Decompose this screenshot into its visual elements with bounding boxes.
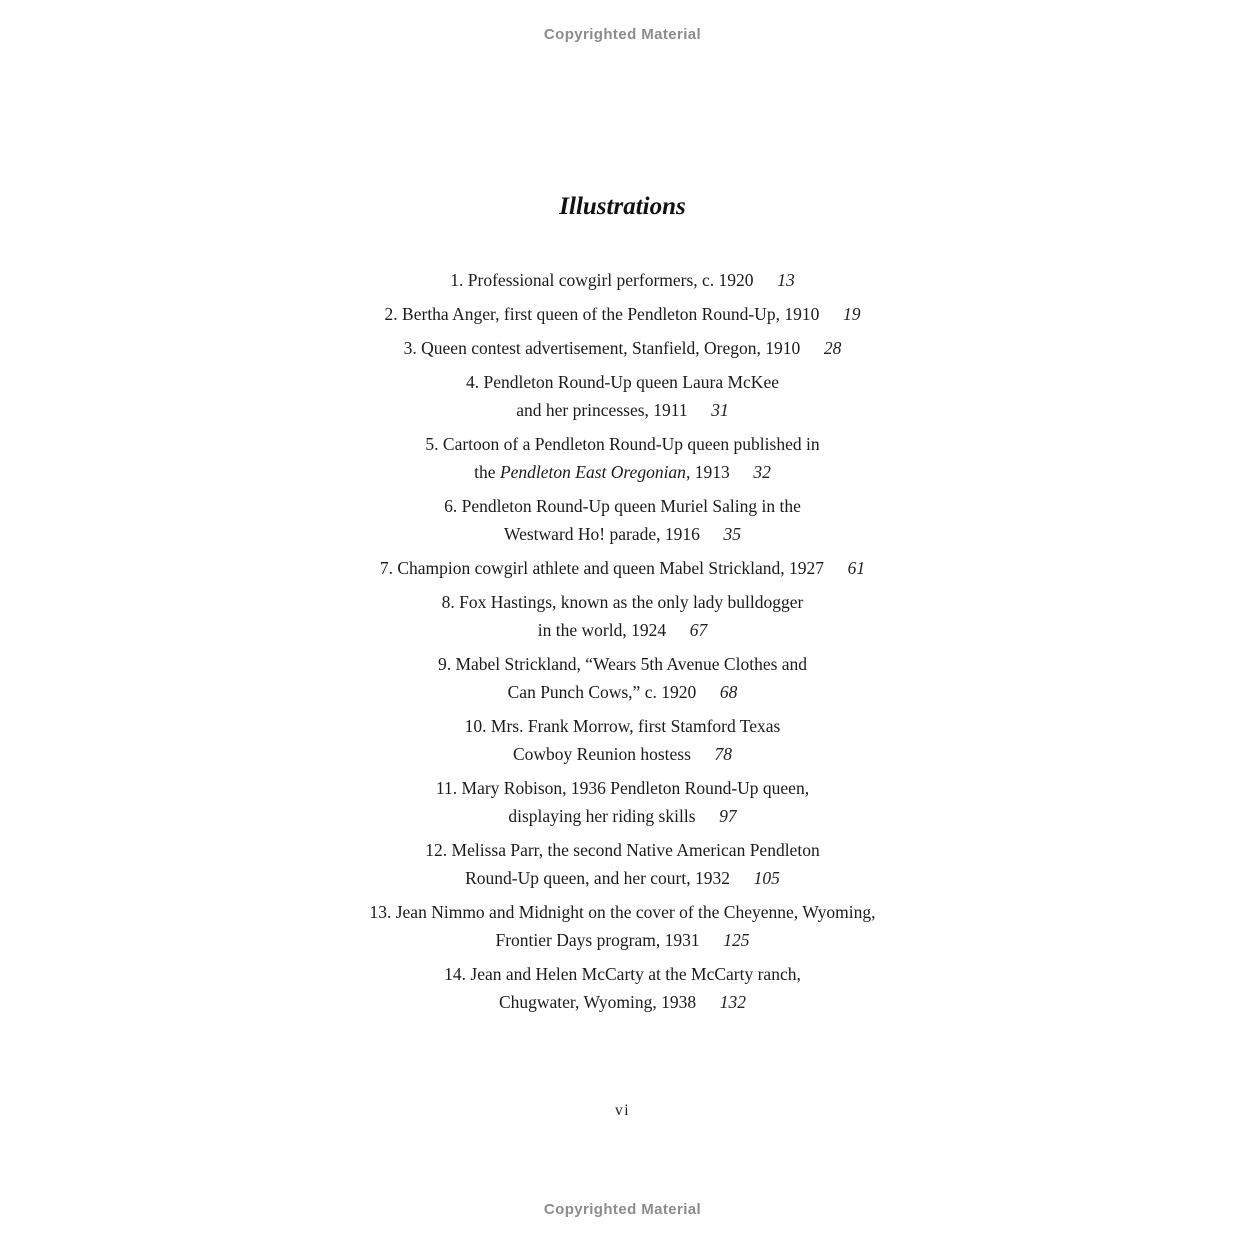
illustration-number: 14. bbox=[444, 964, 471, 984]
illustration-caption-text: Mary Robison, 1936 Pendleton Round-Up queen, bbox=[461, 778, 810, 798]
illustration-page-number: 32 bbox=[753, 462, 771, 482]
illustration-line bbox=[0, 368, 1245, 396]
illustration-caption-italic-text: Pendleton East Oregonian bbox=[499, 462, 686, 482]
illustration-page-number: 67 bbox=[689, 620, 708, 640]
illustration-item bbox=[0, 368, 1245, 424]
illustration-number: 2. bbox=[384, 304, 403, 324]
illustration-line bbox=[0, 712, 1245, 740]
illustration-line bbox=[0, 864, 1245, 892]
illustration-item bbox=[0, 266, 1245, 294]
illustration-line bbox=[0, 740, 1245, 768]
illustration-number: 11. bbox=[435, 778, 462, 798]
illustration-line bbox=[0, 960, 1245, 988]
illustration-number: 8. bbox=[441, 592, 460, 612]
illustration-line bbox=[0, 678, 1245, 706]
illustration-page-number: 125 bbox=[723, 930, 750, 950]
illustration-caption-text: displaying her riding skills bbox=[508, 806, 696, 826]
illustration-caption-text: , 1913 bbox=[685, 462, 730, 482]
illustration-item bbox=[0, 492, 1245, 548]
illustration-line bbox=[0, 266, 1245, 294]
illustration-line bbox=[0, 650, 1245, 678]
illustration-page-number: 105 bbox=[753, 868, 780, 888]
illustration-number: 5. bbox=[425, 434, 443, 454]
illustration-item bbox=[0, 650, 1245, 706]
illustration-caption-text: Mabel Strickland, “Wears 5th Avenue Clothes and bbox=[455, 654, 808, 674]
illustration-caption-text: Bertha Anger, first queen of the Pendleton Round-Up, 1910 bbox=[402, 304, 820, 324]
illustration-caption-text: Jean Nimmo and Midnight on the cover of the Cheyenne, Wyoming, bbox=[395, 902, 876, 922]
illustration-page-number: 132 bbox=[719, 992, 747, 1012]
illustration-page-number: 78 bbox=[714, 744, 733, 764]
illustration-page-number: 97 bbox=[719, 806, 737, 826]
illustration-page-number: 35 bbox=[723, 524, 741, 544]
illustration-page-number: 19 bbox=[842, 304, 861, 324]
illustration-number: 9. bbox=[437, 654, 456, 674]
illustration-item bbox=[0, 430, 1245, 486]
illustration-line bbox=[0, 492, 1245, 520]
illustration-item bbox=[0, 588, 1245, 644]
illustration-line bbox=[0, 774, 1245, 802]
copyright-notice-top: Copyrighted Material bbox=[543, 26, 702, 43]
illustration-line bbox=[0, 836, 1245, 864]
illustration-line bbox=[0, 898, 1245, 926]
illustration-caption-text: Chugwater, Wyoming, 1938 bbox=[498, 992, 697, 1012]
illustration-caption-text: Melissa Parr, the second Native American Pendleton bbox=[451, 840, 820, 860]
illustration-caption-text: Frontier Days program, 1931 bbox=[495, 930, 700, 950]
illustration-line bbox=[0, 588, 1245, 616]
illustration-caption-text: Pendleton Round-Up queen Laura McKee bbox=[483, 372, 779, 392]
illustration-line bbox=[0, 430, 1245, 458]
illustration-number: 12. bbox=[425, 840, 452, 860]
illustration-page-number: 13 bbox=[777, 270, 795, 290]
illustration-caption-text: Pendleton Round-Up queen Muriel Saling in the bbox=[461, 496, 801, 516]
illustration-number: 1. bbox=[450, 270, 468, 290]
illustration-number: 7. bbox=[379, 558, 398, 578]
illustration-page-number: 61 bbox=[847, 558, 866, 578]
illustration-caption-text: Champion cowgirl athlete and queen Mabel Strickland, 1927 bbox=[397, 558, 825, 578]
page-number-folio: vi bbox=[614, 1102, 631, 1119]
illustration-caption-text: Can Punch Cows,” c. 1920 bbox=[507, 682, 697, 702]
illustration-line bbox=[0, 300, 1245, 328]
illustrations-list bbox=[0, 266, 1245, 1022]
illustration-caption-text: Professional cowgirl performers, c. 1920 bbox=[467, 270, 754, 290]
illustration-page-number: 31 bbox=[711, 400, 729, 420]
illustration-item bbox=[0, 554, 1245, 582]
illustration-line bbox=[0, 802, 1245, 830]
illustration-line bbox=[0, 554, 1245, 582]
illustration-caption-text: Queen contest advertisement, Stanfield, Oregon, 1910 bbox=[421, 338, 801, 358]
illustration-line bbox=[0, 520, 1245, 548]
illustration-caption-text: and her princesses, 1911 bbox=[516, 400, 688, 420]
illustration-page-number: 68 bbox=[719, 682, 738, 702]
illustration-line bbox=[0, 926, 1245, 954]
illustration-number: 10. bbox=[464, 716, 491, 736]
illustration-caption-text: Round-Up queen, and her court, 1932 bbox=[465, 868, 730, 888]
illustration-line bbox=[0, 334, 1245, 362]
illustration-page-number: 28 bbox=[823, 338, 842, 358]
illustration-item bbox=[0, 300, 1245, 328]
illustration-number: 4. bbox=[466, 372, 484, 392]
illustration-line bbox=[0, 988, 1245, 1016]
illustration-number: 3. bbox=[403, 338, 422, 358]
illustration-caption-text: the bbox=[474, 462, 500, 482]
illustration-caption-text: Cartoon of a Pendleton Round-Up queen published in bbox=[442, 434, 820, 454]
illustration-item bbox=[0, 712, 1245, 768]
illustration-line bbox=[0, 616, 1245, 644]
page-title: Illustrations bbox=[559, 192, 686, 220]
illustration-caption-text: Fox Hastings, known as the only lady bulldogger bbox=[459, 592, 804, 612]
copyright-notice-bottom: Copyrighted Material bbox=[543, 1201, 702, 1218]
illustration-item bbox=[0, 334, 1245, 362]
illustration-number: 6. bbox=[444, 496, 462, 516]
illustration-caption-text: in the world, 1924 bbox=[537, 620, 667, 640]
illustration-caption-text: Mrs. Frank Morrow, first Stamford Texas bbox=[490, 716, 781, 736]
illustration-item bbox=[0, 898, 1245, 954]
illustration-item bbox=[0, 774, 1245, 830]
illustration-item bbox=[0, 836, 1245, 892]
illustration-caption-text: Cowboy Reunion hostess bbox=[512, 744, 691, 764]
illustration-line bbox=[0, 458, 1245, 486]
illustration-number: 13. bbox=[369, 902, 396, 922]
illustration-item bbox=[0, 960, 1245, 1016]
illustration-line bbox=[0, 396, 1245, 424]
illustration-caption-text: Westward Ho! parade, 1916 bbox=[503, 524, 700, 544]
illustration-caption-text: Jean and Helen McCarty at the McCarty ranch, bbox=[470, 964, 801, 984]
